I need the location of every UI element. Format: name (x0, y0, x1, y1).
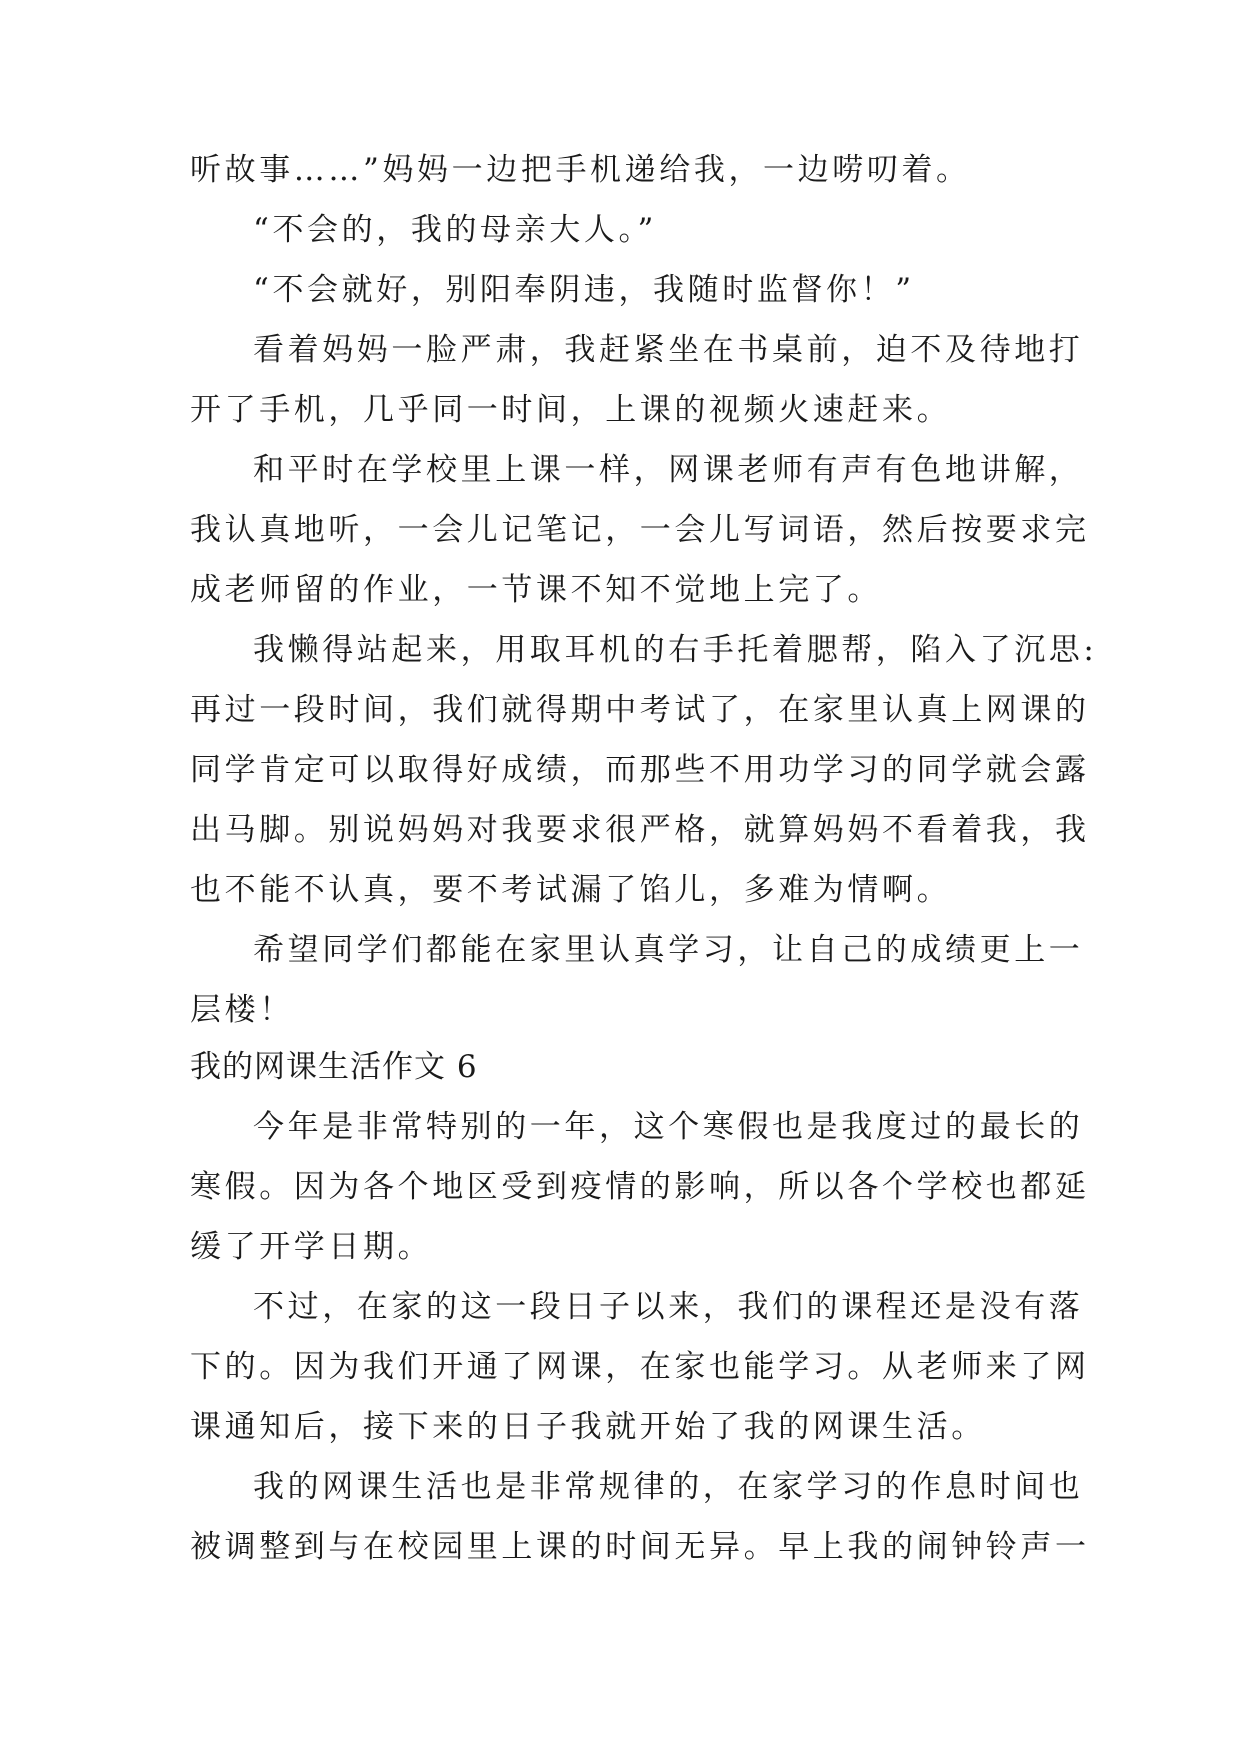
text-line: 被调整到与在校园里上课的时间无异。早上我的闹钟铃声一 (190, 1529, 1090, 1565)
text-line: 成老师留的作业，一节课不知不觉地上完了。 (190, 572, 882, 608)
text-line: 和平时在学校里上课一样，网课老师有声有色地讲解， (253, 452, 1084, 488)
text-line: 不过，在家的这一段日子以来，我们的课程还是没有落 (253, 1289, 1084, 1325)
text-line: 缓了开学日期。 (190, 1229, 433, 1265)
text-line: 开了手机，几乎同一时间，上课的视频火速赶来。 (190, 392, 952, 428)
text-line: 希望同学们都能在家里认真学习，让自己的成绩更上一 (253, 932, 1084, 968)
section-heading: 我的网课生活作文 6 (190, 1049, 478, 1085)
text-line: 我懒得站起来，用取耳机的右手托着腮帮，陷入了沉思: (253, 632, 1098, 668)
text-line: 下的。因为我们开通了网课，在家也能学习。从老师来了网 (190, 1349, 1090, 1385)
text-line: 出马脚。别说妈妈对我要求很严格，就算妈妈不看着我，我 (190, 812, 1090, 848)
text-line: 再过一段时间，我们就得期中考试了，在家里认真上网课的 (190, 692, 1090, 728)
text-line: 我认真地听，一会儿记笔记，一会儿写词语，然后按要求完 (190, 512, 1090, 548)
text-line: 我的网课生活也是非常规律的，在家学习的作息时间也 (253, 1469, 1084, 1505)
text-line: “不会的，我的母亲大人。” (253, 212, 657, 248)
text-line: 听故事……”妈妈一边把手机递给我，一边唠叨着。 (190, 152, 971, 188)
text-line: 寒假。因为各个地区受到疫情的影响，所以各个学校也都延 (190, 1169, 1090, 1205)
text-line: 看着妈妈一脸严肃，我赶紧坐在书桌前，迫不及待地打 (253, 332, 1084, 368)
text-line: 也不能不认真，要不考试漏了馅儿，多难为情啊。 (190, 872, 952, 908)
text-line: “不会就好，别阳奉阴违，我随时监督你！” (253, 272, 915, 308)
text-line: 同学肯定可以取得好成绩，而那些不用功学习的同学就会露 (190, 752, 1090, 788)
text-line: 今年是非常特别的一年，这个寒假也是我度过的最长的 (253, 1109, 1084, 1145)
text-line: 课通知后，接下来的日子我就开始了我的网课生活。 (190, 1409, 986, 1445)
text-line: 层楼！ (190, 992, 294, 1028)
